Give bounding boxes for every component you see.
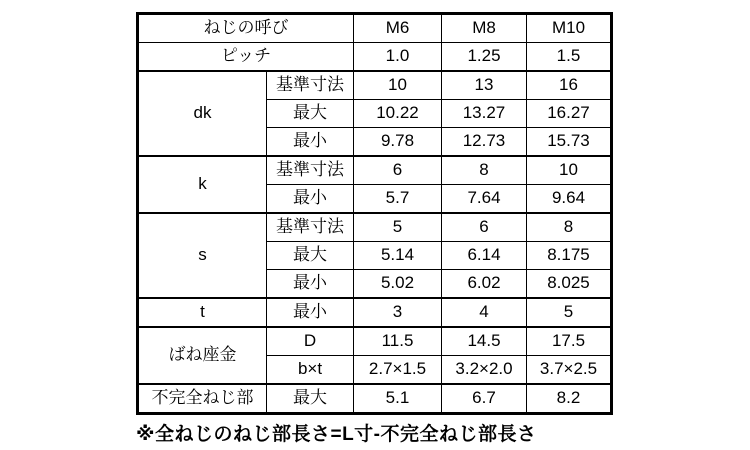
value-cell: 9.78 <box>354 128 442 157</box>
pitch-value-m10: 1.5 <box>527 43 612 72</box>
corner-label: ねじの呼び <box>138 14 354 43</box>
sub-label: 最大 <box>267 242 354 270</box>
value-cell: 3.7×2.5 <box>527 356 612 385</box>
group-label-s: s <box>138 213 267 298</box>
value-cell: 15.73 <box>527 128 612 157</box>
value-cell: 9.64 <box>527 185 612 214</box>
size-col-m10: M10 <box>527 14 612 43</box>
value-cell: 10.22 <box>354 100 442 128</box>
value-cell: 5 <box>354 213 442 242</box>
group-label-incomplete-thread: 不完全ねじ部 <box>138 384 267 414</box>
pitch-row <box>138 43 612 72</box>
header-row <box>138 14 612 43</box>
size-col-m8: M8 <box>442 14 527 43</box>
value-cell: 8.175 <box>527 242 612 270</box>
group-label-t: t <box>138 298 267 327</box>
table-row <box>138 213 612 242</box>
value-cell: 10 <box>527 156 612 185</box>
value-cell: 6 <box>442 213 527 242</box>
sub-label: 基準寸法 <box>267 71 354 100</box>
value-cell: 5 <box>527 298 612 327</box>
sub-label: 最小 <box>267 185 354 214</box>
table-row <box>138 298 612 327</box>
value-cell: 6.7 <box>442 384 527 414</box>
pitch-value-m8: 1.25 <box>442 43 527 72</box>
group-label-spring-washer: ばね座金 <box>138 327 267 384</box>
value-cell: 5.7 <box>354 185 442 214</box>
value-cell: 13.27 <box>442 100 527 128</box>
sub-label: 基準寸法 <box>267 156 354 185</box>
table-row <box>138 71 612 100</box>
value-cell: 13 <box>442 71 527 100</box>
value-cell: 17.5 <box>527 327 612 356</box>
value-cell: 14.5 <box>442 327 527 356</box>
sub-label: 最小 <box>267 270 354 299</box>
sub-label: 最大 <box>267 384 354 414</box>
table-row <box>138 384 612 414</box>
value-cell: 3 <box>354 298 442 327</box>
value-cell: 8 <box>527 213 612 242</box>
value-cell: 5.1 <box>354 384 442 414</box>
value-cell: 6 <box>354 156 442 185</box>
value-cell: 6.02 <box>442 270 527 299</box>
value-cell: 8.025 <box>527 270 612 299</box>
table-row <box>138 327 612 356</box>
sub-label: 基準寸法 <box>267 213 354 242</box>
group-label-k: k <box>138 156 267 213</box>
value-cell: 6.14 <box>442 242 527 270</box>
value-cell: 2.7×1.5 <box>354 356 442 385</box>
sub-label: 最大 <box>267 100 354 128</box>
footnote: ※全ねじのねじ部長さ=L寸-不完全ねじ部長さ <box>136 424 537 445</box>
value-cell: 12.73 <box>442 128 527 157</box>
value-cell: 8 <box>442 156 527 185</box>
spec-table <box>136 12 613 415</box>
value-cell: 11.5 <box>354 327 442 356</box>
value-cell: 8.2 <box>527 384 612 414</box>
sub-label: 最小 <box>267 128 354 157</box>
group-label-dk: dk <box>138 71 267 156</box>
pitch-value-m6: 1.0 <box>354 43 442 72</box>
value-cell: 16 <box>527 71 612 100</box>
sub-label: 最小 <box>267 298 354 327</box>
size-col-m6: M6 <box>354 14 442 43</box>
pitch-label: ピッチ <box>138 43 354 72</box>
value-cell: 5.02 <box>354 270 442 299</box>
value-cell: 10 <box>354 71 442 100</box>
value-cell: 4 <box>442 298 527 327</box>
value-cell: 5.14 <box>354 242 442 270</box>
value-cell: 3.2×2.0 <box>442 356 527 385</box>
value-cell: 7.64 <box>442 185 527 214</box>
sub-label: D <box>267 327 354 356</box>
value-cell: 16.27 <box>527 100 612 128</box>
sub-label: b×t <box>267 356 354 385</box>
table-row <box>138 156 612 185</box>
